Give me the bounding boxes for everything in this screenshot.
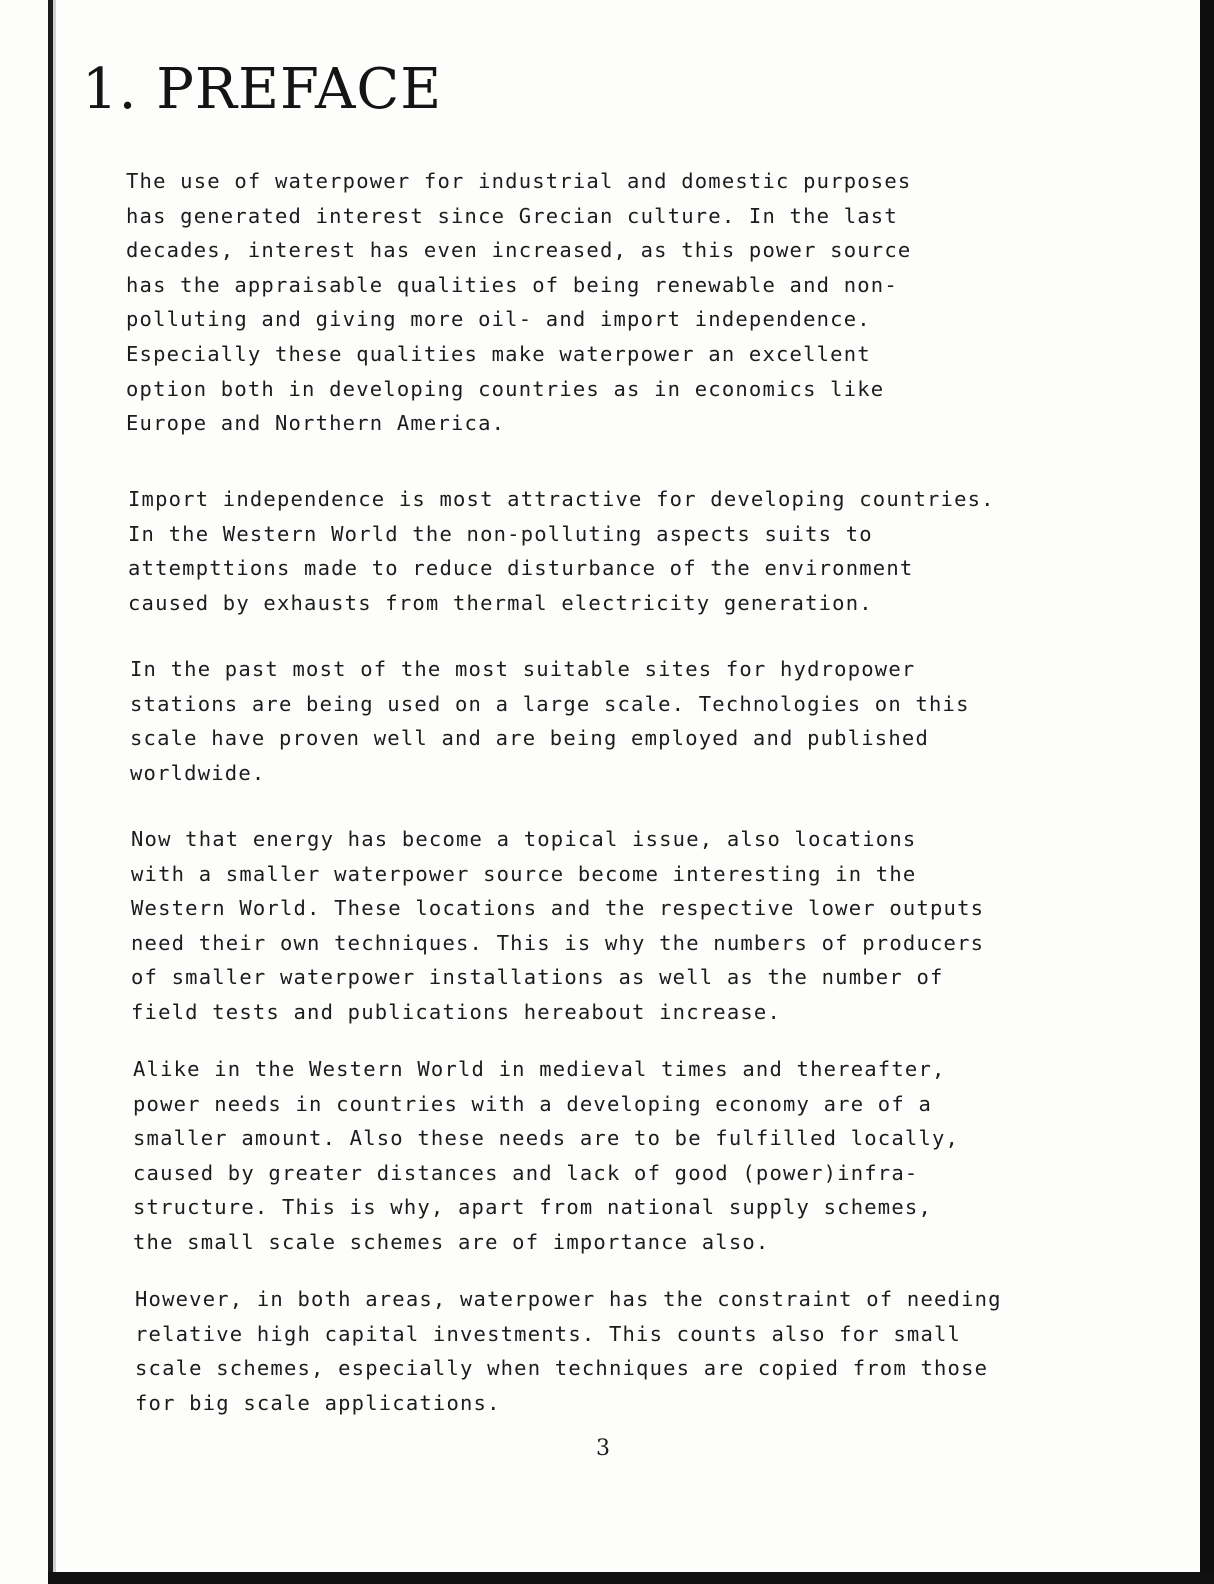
- paragraph-line: option both in developing countries as in economics like: [126, 376, 885, 401]
- paragraph-line: decades, interest has even increased, as this power source: [126, 238, 912, 263]
- paragraph-line: for big scale applications.: [135, 1390, 501, 1415]
- paragraph-line: In the Western World the non-polluting aspects suits to: [128, 521, 873, 546]
- paragraph-line: polluting and giving more oil- and import independence.: [126, 307, 871, 332]
- paragraph: [126, 164, 911, 441]
- paragraph-line: attempttions made to reduce disturbance of the environment: [128, 556, 914, 581]
- paragraph-line: scale have proven well and are being employed and published: [130, 726, 929, 751]
- paragraph-line: scale schemes, especially when techniques are copied from those: [135, 1356, 989, 1381]
- paragraph-line: has the appraisable qualities of being renewable and non-: [126, 272, 898, 297]
- paragraph-line: The use of waterpower for industrial and domestic purposes: [126, 169, 912, 193]
- paragraph-line: worldwide.: [130, 760, 266, 785]
- paragraph: [131, 822, 984, 1030]
- paragraph-line: relative high capital investments. This counts also for small: [135, 1321, 962, 1346]
- paragraph: [128, 482, 995, 620]
- paragraph-line: the small scale schemes are of importance also.: [133, 1229, 770, 1254]
- paragraph: [130, 652, 970, 790]
- paragraph-line: However, in both areas, waterpower has the constraint of needing: [135, 1287, 1002, 1311]
- paragraph-line: smaller amount. Also these needs are to be fulfilled locally,: [133, 1126, 960, 1151]
- page-title: 1. PREFACE: [82, 57, 443, 122]
- paragraph-line: of smaller waterpower installations as well as the number of: [131, 965, 944, 990]
- paragraph-line: structure. This is why, apart from national supply schemes,: [133, 1195, 932, 1220]
- paragraph-line: In the past most of the most suitable sites for hydropower: [130, 657, 916, 681]
- paragraph: [133, 1052, 959, 1260]
- paragraph-line: stations are being used on a large scale. Technologies on this: [130, 691, 970, 716]
- paragraph-line: field tests and publications hereabout increase.: [131, 999, 782, 1024]
- paragraph: [135, 1282, 1002, 1420]
- page-number: 3: [596, 1436, 610, 1461]
- scan-left-shadow: [53, 0, 56, 1584]
- paragraph-line: Europe and Northern America.: [126, 411, 506, 436]
- scan-right-border: [1200, 0, 1214, 1584]
- paragraph-line: Import independence is most attractive for developing countries.: [128, 487, 995, 511]
- paragraph-line: caused by greater distances and lack of good (power)infra-: [133, 1160, 919, 1185]
- paragraph-line: with a smaller waterpower source become interesting in the: [131, 861, 917, 886]
- paragraph-line: has generated interest since Grecian culture. In the last: [126, 203, 898, 228]
- scan-bottom-border: [48, 1572, 1214, 1584]
- paragraph-line: power needs in countries with a developing economy are of a: [133, 1091, 932, 1116]
- paragraph-line: Now that energy has become a topical issue, also locations: [131, 827, 917, 851]
- paragraph-line: caused by exhausts from thermal electricity generation.: [128, 590, 873, 615]
- paragraph-line: need their own techniques. This is why the numbers of producers: [131, 930, 985, 955]
- paragraph-line: Especially these qualities make waterpower an excellent: [126, 341, 871, 366]
- paragraph-line: Western World. These locations and the respective lower outputs: [131, 896, 985, 921]
- paragraph-line: Alike in the Western World in medieval times and thereafter,: [133, 1057, 946, 1081]
